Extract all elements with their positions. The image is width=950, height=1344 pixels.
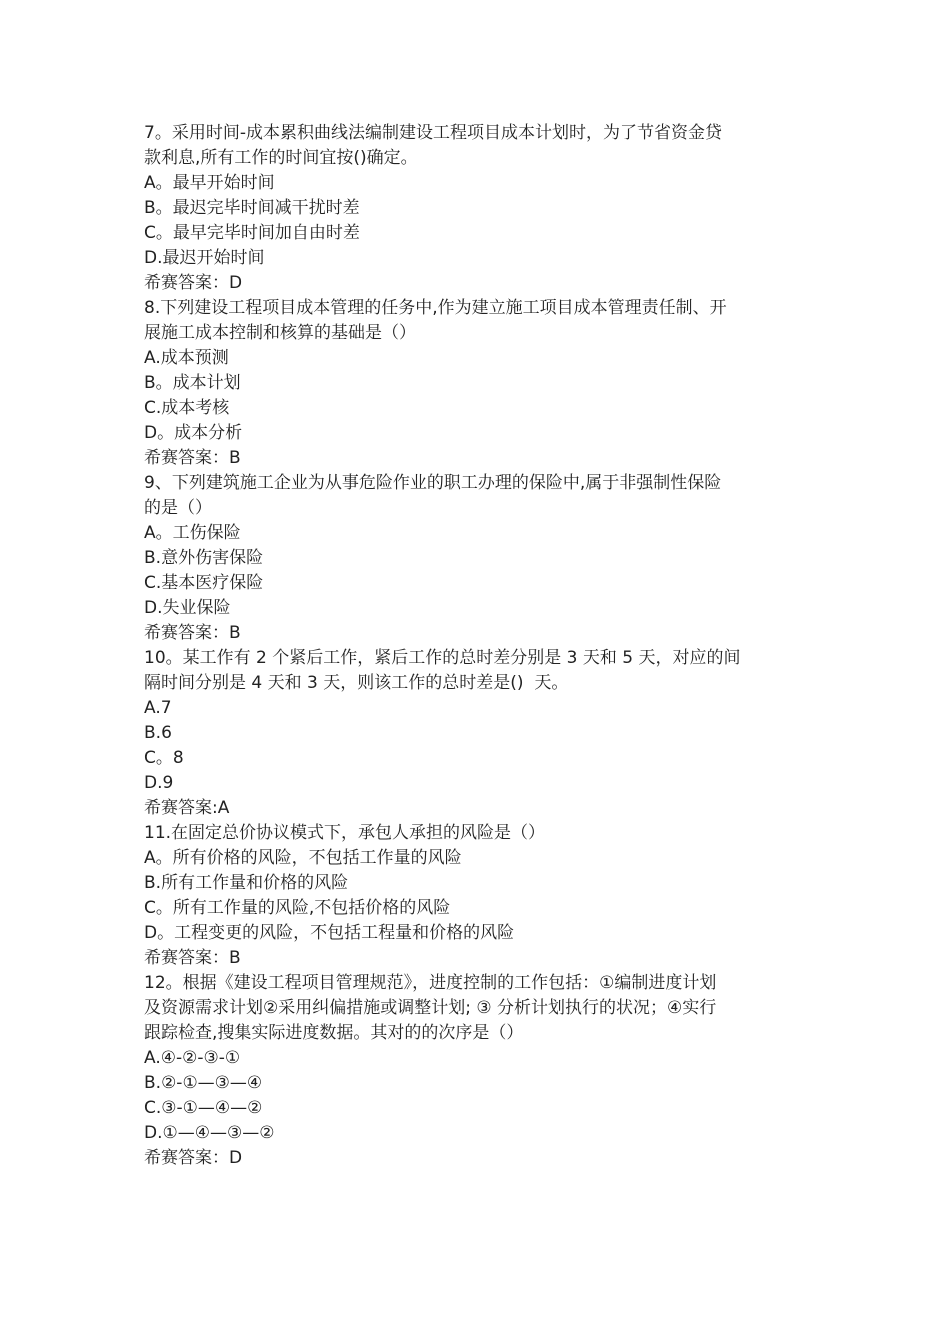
answer-option: A.成本预测 <box>144 348 229 368</box>
question-stem-line: 8.下列建设工程项目成本管理的任务中,作为建立施工项目成本管理责任制、开 <box>144 298 727 318</box>
question-stem-line: 11.在固定总价协议模式下，承包人承担的风险是（） <box>144 823 546 843</box>
question-stem-line: 的是（） <box>144 498 212 518</box>
answer-key: 希赛答案：B <box>144 623 241 643</box>
answer-option: C。8 <box>144 748 184 768</box>
answer-key: 希赛答案:A <box>144 798 230 818</box>
answer-option: B.所有工作量和价格的风险 <box>144 873 349 893</box>
question-block <box>144 821 804 971</box>
answer-option: A。所有价格的风险，不包括工作量的风险 <box>144 848 462 868</box>
question-block <box>144 646 804 821</box>
answer-option: D。工程变更的风险，不包括工程量和价格的风险 <box>144 923 515 943</box>
answer-key: 希赛答案：D <box>144 1148 243 1168</box>
question-stem-line: 跟踪检查,搜集实际进度数据。其对的的次序是（） <box>144 1023 524 1043</box>
question-stem-line: 展施工成本控制和核算的基础是（） <box>144 323 416 343</box>
question-block <box>144 471 804 646</box>
answer-option: D.失业保险 <box>144 598 231 618</box>
answer-option: B.②-①—③—④ <box>144 1073 263 1093</box>
question-stem-line: 9、下列建筑施工企业为从事危险作业的职工办理的保险中,属于非强制性保险 <box>144 473 722 493</box>
question-list <box>144 121 804 1171</box>
answer-key: 希赛答案：D <box>144 273 243 293</box>
answer-option: D。成本分析 <box>144 423 243 443</box>
question-block <box>144 296 804 471</box>
answer-option: A.④-②-③-① <box>144 1048 241 1068</box>
answer-option: A。最早开始时间 <box>144 173 275 193</box>
answer-option: C.基本医疗保险 <box>144 573 264 593</box>
answer-option: D.最迟开始时间 <box>144 248 265 268</box>
answer-option: C.③-①—④—② <box>144 1098 263 1118</box>
question-stem-line: 10。某工作有 2 个紧后工作，紧后工作的总时差分别是 3 天和 5 天，对应的间 <box>144 648 741 668</box>
answer-option: C.成本考核 <box>144 398 230 418</box>
answer-option: B.意外伤害保险 <box>144 548 264 568</box>
answer-option: D.9 <box>144 773 174 793</box>
answer-key: 希赛答案：B <box>144 448 241 468</box>
question-stem-line: 及资源需求计划②采用纠偏措施或调整计划; ③ 分析计划执行的状况；④实行 <box>144 998 717 1018</box>
question-block <box>144 971 804 1171</box>
answer-key: 希赛答案：B <box>144 948 241 968</box>
answer-option: C。所有工作量的风险,不包括价格的风险 <box>144 898 451 918</box>
answer-option: A。工伤保险 <box>144 523 241 543</box>
answer-option: D.①—④—③—② <box>144 1123 275 1143</box>
answer-option: C。最早完毕时间加自由时差 <box>144 223 360 243</box>
answer-option: B.6 <box>144 723 172 743</box>
answer-option: B。最迟完毕时间减干扰时差 <box>144 198 360 218</box>
question-stem-line: 7。采用时间-成本累积曲线法编制建设工程项目成本计划时，为了节省资金贷 <box>144 123 722 143</box>
answer-option: B。成本计划 <box>144 373 241 393</box>
question-stem-line: 隔时间分别是 4 天和 3 天，则该工作的总时差是() 天。 <box>144 673 569 693</box>
answer-option: A.7 <box>144 698 172 718</box>
question-stem-line: 款利息,所有工作的时间宜按()确定。 <box>144 148 418 168</box>
question-block <box>144 121 804 296</box>
question-stem-line: 12。根据《建设工程项目管理规范》，进度控制的工作包括：①编制进度计划 <box>144 973 717 993</box>
